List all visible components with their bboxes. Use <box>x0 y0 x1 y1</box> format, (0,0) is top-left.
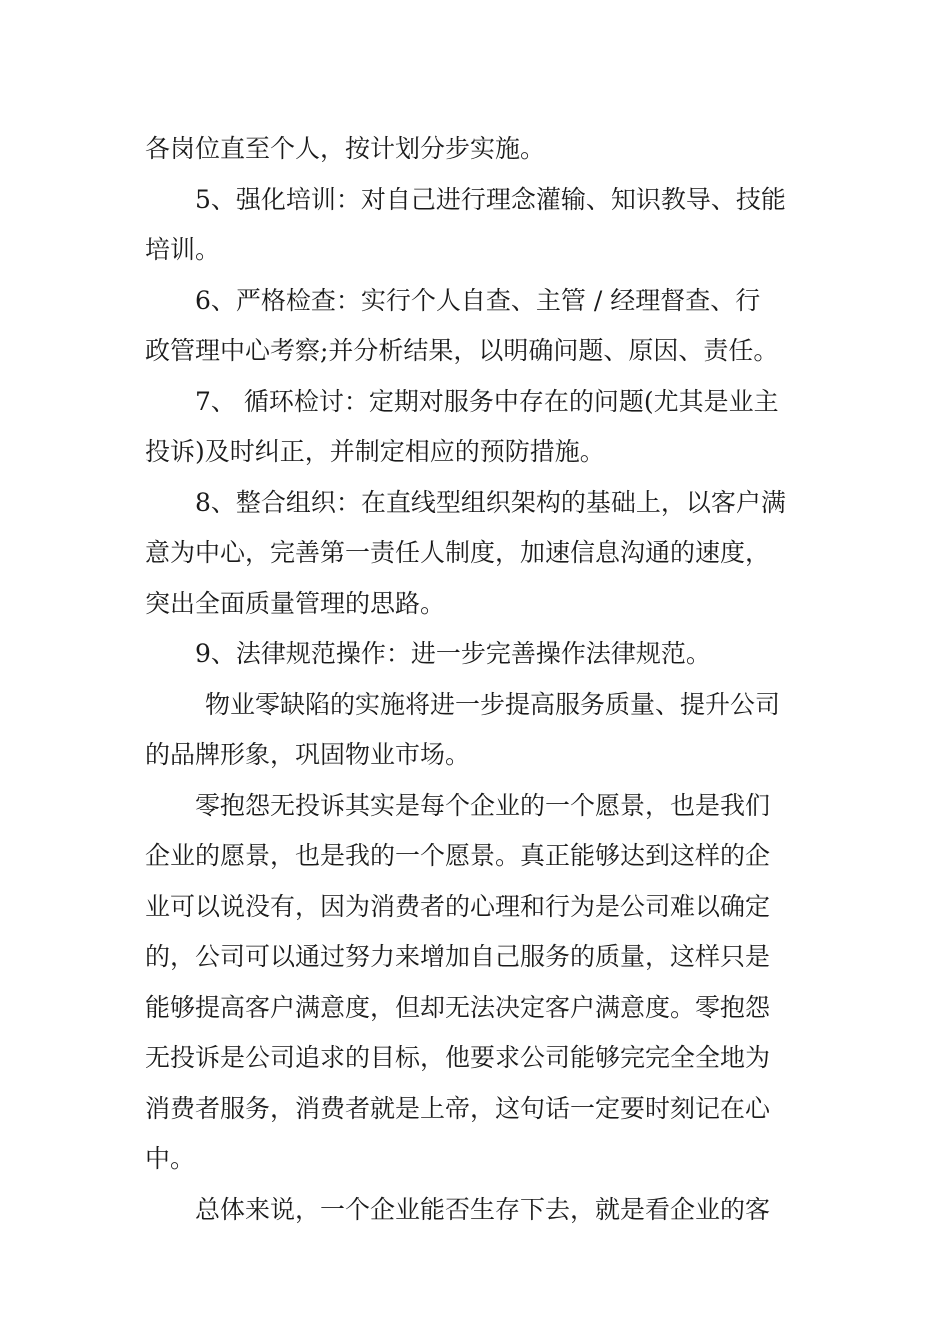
text-line: 5、强化培训：对自己进行理念灌输、知识教导、技能 <box>195 184 786 214</box>
text-line: 中。 <box>145 1144 196 1173</box>
text-line: 政管理中心考察;并分析结果，以明确问题、原因、责任。 <box>145 336 779 365</box>
text-line: 企业的愿景，也是我的一个愿景。真正能够达到这样的企 <box>145 841 771 870</box>
text-line: 培训。 <box>145 235 221 264</box>
text-line: 物业零缺陷的实施将进一步提高服务质量、提升公司 <box>205 689 781 719</box>
text-line: 的，公司可以通过努力来增加自己服务的质量，这样只是 <box>145 942 771 971</box>
text-line: 投诉)及时纠正，并制定相应的预防措施。 <box>145 437 605 466</box>
text-line: 消费者服务，消费者就是上帝，这句话一定要时刻记在心 <box>145 1093 771 1123</box>
text-line: 突出全面质量管理的思路。 <box>145 588 446 618</box>
text-line: 各岗位直至个人，按计划分步实施。 <box>145 134 546 163</box>
text-line: 无投诉是公司追求的目标，他要求公司能够完完全全地为 <box>145 1043 771 1072</box>
text-line: 8、整合组织：在直线型组织架构的基础上，以客户满 <box>195 487 786 517</box>
text-line: 总体来说，一个企业能否生存下去，就是看企业的客 <box>195 1194 771 1224</box>
text-line: 意为中心，完善第一责任人制度，加速信息沟通的速度， <box>145 538 771 567</box>
text-line: 7、 循环检讨：定期对服务中存在的问题(尤其是业主 <box>195 386 779 416</box>
text-line: 6、严格检查：实行个人自查、主管 / 经理督查、行 <box>195 285 761 315</box>
document-body <box>145 124 810 1235</box>
text-line: 的品牌形象，巩固物业市场。 <box>145 740 471 769</box>
text-line: 业可以说没有，因为消费者的心理和行为是公司难以确定 <box>145 891 771 921</box>
text-line: 9、法律规范操作：进一步完善操作法律规范。 <box>195 639 711 668</box>
text-line: 零抱怨无投诉其实是每个企业的一个愿景，也是我们 <box>195 790 771 820</box>
text-line: 能够提高客户满意度，但却无法决定客户满意度。零抱怨 <box>145 992 771 1022</box>
